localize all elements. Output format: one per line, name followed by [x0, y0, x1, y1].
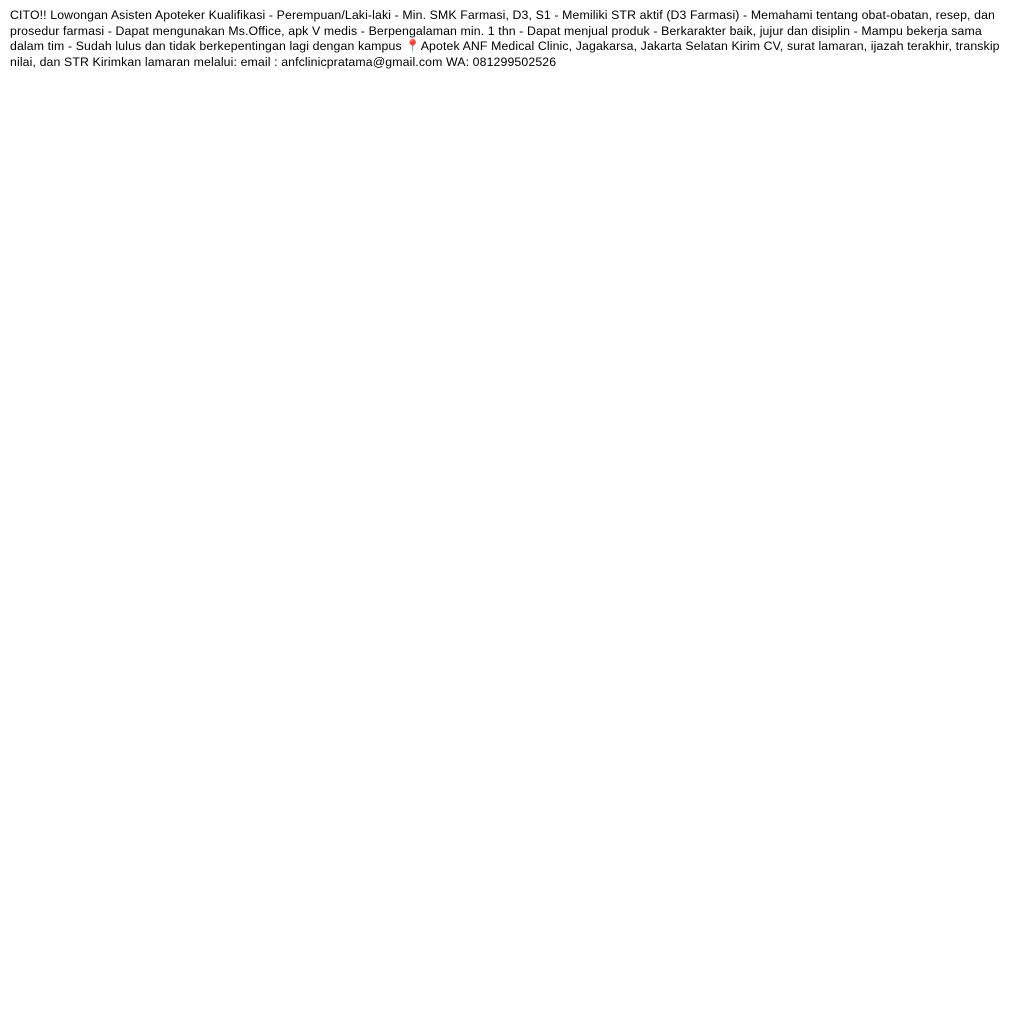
job-posting-text: CITO!! Lowongan Asisten Apoteker Kualifikasi - Perempuan/Laki-laki - Min. SMK Farmasi, D3, S1 - Memiliki STR aktif (D3 Farmasi) - Memahami tentang obat-obatan, resep, dan prosedur farmasi - Dapat mengunakan Ms.Office, apk V medis - Berpengalaman min. 1 thn - Dapat menjual produk - Berkarakter baik, jujur dan disiplin - Mampu bekerja sama dalam tim - Sudah lulus dan tidak berkepentingan lagi dengan kampus 📍Apotek ANF Medical Clinic, Jagakarsa, Jakarta Selatan Kirim CV, surat lamaran, ijazah terakhir, transkip nilai, dan STR Kirimkan lamaran melalui: email : anfclinicpratama@gmail.com WA: 081299502526: [10, 8, 1004, 69]
location-pin-icon: 📍: [405, 39, 421, 54]
